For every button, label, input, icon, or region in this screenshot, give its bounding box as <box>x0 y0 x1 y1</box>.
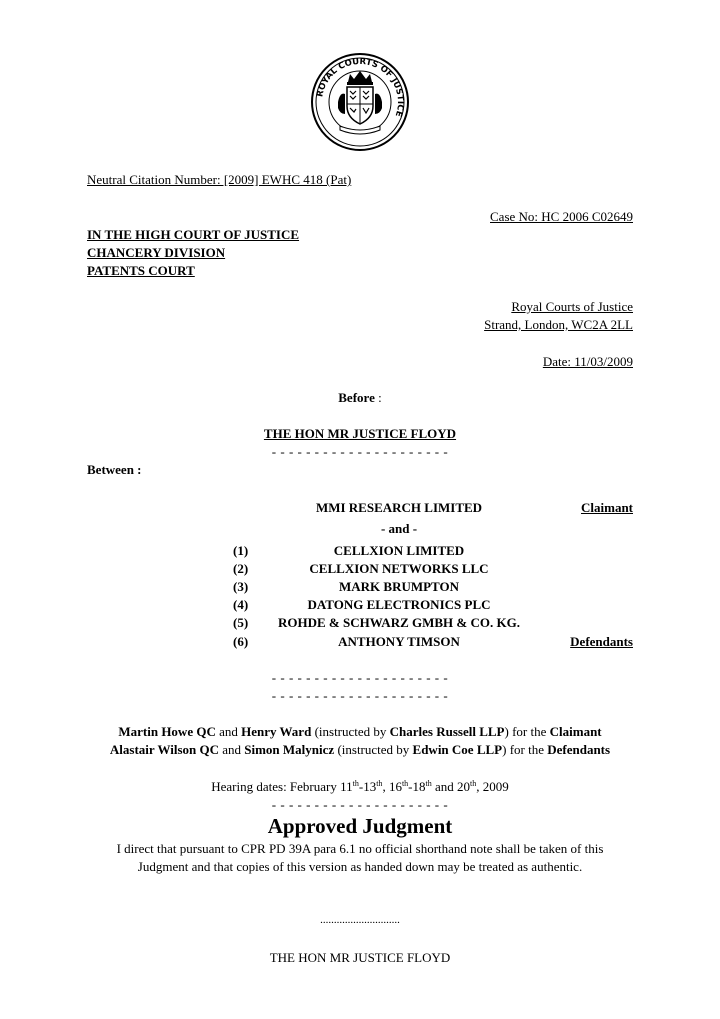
defendant-number-6: (6) <box>233 634 249 649</box>
ordinal-suffix: th <box>401 779 409 788</box>
counsel-name: Alastair Wilson QC <box>109 742 219 757</box>
solicitor-firm: Edwin Coe LLP <box>412 742 503 757</box>
neutral-citation: Neutral Citation Number: [2009] EWHC 418 (Pat) <box>87 172 352 187</box>
defendants-counsel-line <box>0 742 720 758</box>
solicitor-firm: Charles Russell LLP <box>389 724 505 739</box>
hearing-text: , 2009 <box>476 779 509 794</box>
claimant-role: Claimant <box>581 500 633 515</box>
judgment-direction-line-1: I direct that pursuant to CPR PD 39A para 6.1 no official shorthand note shall be taken of this <box>116 841 604 856</box>
represented-party: Defendants <box>547 742 611 757</box>
signature-judge-name: THE HON MR JUSTICE FLOYD <box>269 950 451 965</box>
address-line-1: Royal Courts of Justice <box>511 299 633 314</box>
counsel-name: Simon Malynicz <box>244 742 335 757</box>
judgment-date: Date: 11/03/2009 <box>542 354 633 369</box>
defendant-number-3: (3) <box>233 579 249 594</box>
before-label: Before <box>338 390 375 405</box>
defendant-number-4: (4) <box>233 597 249 612</box>
claimant-counsel-line <box>0 724 720 740</box>
counsel-instructed: (instructed by <box>334 742 413 757</box>
defendant-name-1: CELLXION LIMITED <box>333 543 465 558</box>
counsel-for: ) for the <box>502 742 548 757</box>
separator-2: - - - - - - - - - - - - - - - - - - - - - <box>271 670 449 685</box>
hearing-text: and 20 <box>431 779 471 794</box>
defendant-name-3: MARK BRUMPTON <box>338 579 459 594</box>
ordinal-suffix: th <box>470 779 477 788</box>
address-line-2: Strand, London, WC2A 2LL <box>484 317 633 332</box>
signature-dots: ............................. <box>320 914 400 926</box>
counsel-and: and <box>215 724 242 739</box>
defendant-name-4: DATONG ELECTRONICS PLC <box>307 597 491 612</box>
judgment-direction-line-2: Judgment and that copies of this version as handed down may be treated as authentic. <box>137 859 583 874</box>
defendant-number-1: (1) <box>233 543 249 558</box>
hearing-text: Hearing dates: February 11 <box>211 779 353 794</box>
defendant-number-5: (5) <box>233 615 249 630</box>
defendant-name-5: ROHDE & SCHWARZ GMBH & CO. KG. <box>278 615 520 630</box>
before-line <box>0 390 720 406</box>
before-colon: : <box>374 390 382 405</box>
counsel-for: ) for the <box>504 724 550 739</box>
ordinal-suffix: th <box>425 779 432 788</box>
approved-judgment-title: Approved Judgment <box>267 814 453 838</box>
represented-party: Claimant <box>549 724 602 739</box>
between-label: Between : <box>87 462 142 477</box>
ordinal-suffix: th <box>352 779 359 788</box>
hearing-text: , 16 <box>382 779 402 794</box>
counsel-name: Martin Howe QC <box>118 724 216 739</box>
court-line-1: IN THE HIGH COURT OF JUSTICE <box>87 227 300 242</box>
defendant-number-2: (2) <box>233 561 249 576</box>
defendant-name-6: ANTHONY TIMSON <box>338 634 460 649</box>
ordinal-suffix: th <box>376 779 383 788</box>
separator-1: - - - - - - - - - - - - - - - - - - - - - <box>271 444 449 459</box>
counsel-and: and <box>218 742 245 757</box>
separator-3: - - - - - - - - - - - - - - - - - - - - - <box>271 688 449 703</box>
seal-ring-text: ROYAL COURTS OF JUSTICE <box>315 56 406 118</box>
and-label: - and - <box>380 521 418 536</box>
separator-4: - - - - - - - - - - - - - - - - - - - - - <box>271 797 449 812</box>
defendant-name-2: CELLXION NETWORKS LLC <box>309 561 489 576</box>
claimant-name: MMI RESEARCH LIMITED <box>315 500 483 515</box>
counsel-instructed: (instructed by <box>311 724 390 739</box>
defendants-role: Defendants <box>570 634 633 649</box>
hearing-text: -18 <box>408 779 426 794</box>
royal-courts-seal-logo <box>310 52 410 152</box>
court-line-3: PATENTS COURT <box>87 263 195 278</box>
case-number: Case No: HC 2006 C02649 <box>490 209 633 224</box>
hearing-text: -13 <box>358 779 377 794</box>
judge-name: THE HON MR JUSTICE FLOYD <box>263 426 457 441</box>
hearing-dates <box>0 779 720 795</box>
court-line-2: CHANCERY DIVISION <box>87 245 226 260</box>
counsel-name: Henry Ward <box>241 724 312 739</box>
